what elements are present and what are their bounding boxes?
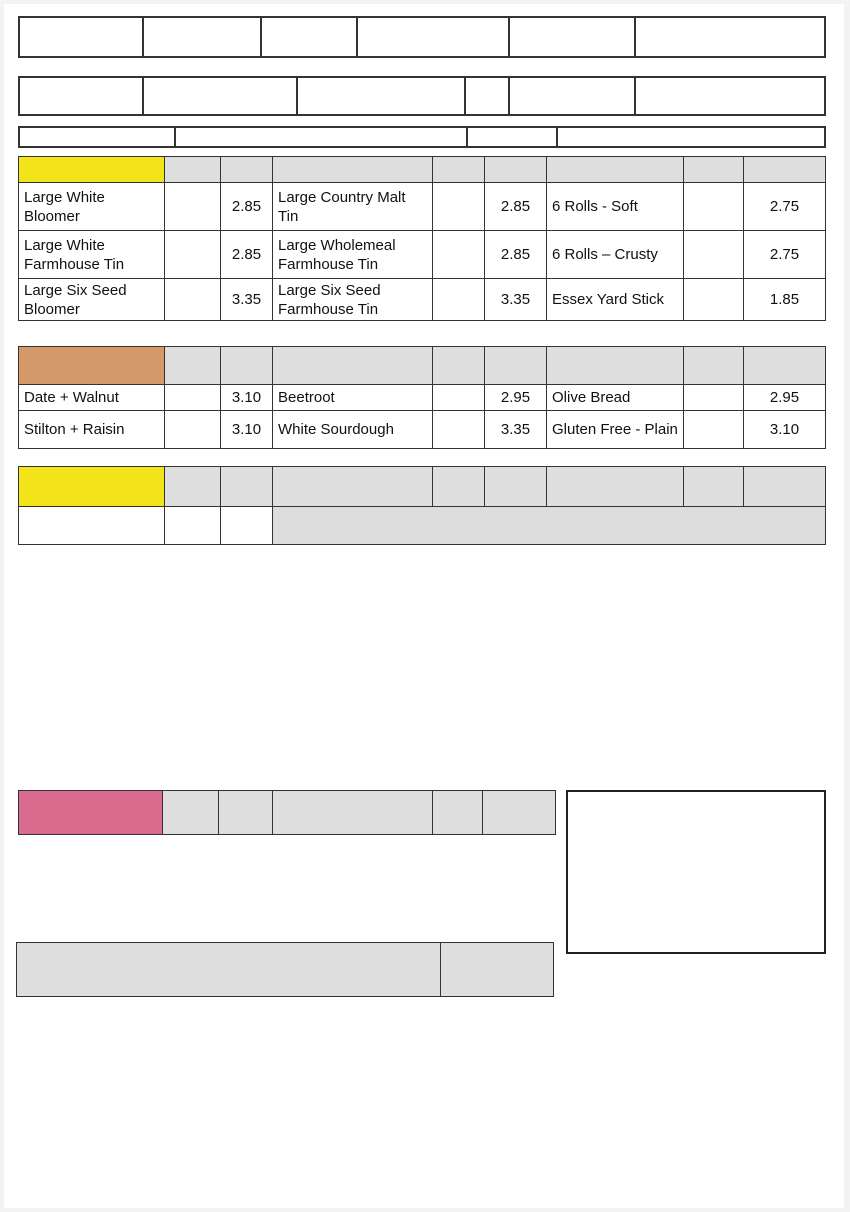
price-header (221, 157, 273, 183)
qty-field[interactable] (433, 279, 485, 321)
blank-header (273, 467, 433, 507)
qty-field[interactable] (165, 385, 221, 411)
product-name: Large White Bloomer (19, 183, 165, 231)
product-price: 2.75 (744, 183, 826, 231)
christmas-collect-date-field[interactable] (441, 943, 554, 997)
qty-header (433, 157, 485, 183)
product-price: 2.85 (485, 183, 547, 231)
blank-header (273, 791, 433, 835)
table-row (19, 231, 826, 279)
product-price: 2.85 (485, 231, 547, 279)
speciality-bread-title (19, 347, 165, 385)
product-name: Olive Bread (547, 385, 684, 411)
product-price: 3.10 (221, 385, 273, 411)
qty-field[interactable] (165, 411, 221, 449)
surname-field[interactable] (357, 17, 509, 57)
surname-label (261, 17, 357, 57)
traditional-bread-title (19, 157, 165, 183)
qty-field[interactable] (165, 279, 221, 321)
product-name: Large Six Seed Bloomer (19, 279, 165, 321)
table-row (19, 183, 826, 231)
first-name-label (19, 17, 143, 57)
qty-field[interactable] (684, 231, 744, 279)
customer-name-row (18, 16, 826, 58)
qty-field[interactable] (684, 411, 744, 449)
price-header (485, 157, 547, 183)
qty-header (165, 467, 221, 507)
table-row (19, 279, 826, 321)
product-price: 3.35 (485, 279, 547, 321)
qty-header (433, 467, 485, 507)
price-header (744, 347, 826, 385)
email-field[interactable] (143, 77, 297, 115)
price-header (221, 347, 273, 385)
qty-field[interactable] (684, 183, 744, 231)
collection-row (18, 126, 826, 148)
product-price: 1.85 (744, 279, 826, 321)
newsletter-field[interactable] (465, 77, 509, 115)
product-name: Gluten Free - Plain (547, 411, 684, 449)
newsletter-label (297, 77, 465, 115)
traditional-bread-table (18, 156, 826, 321)
sweet-treats-title (19, 467, 165, 507)
time-slot-label (467, 127, 557, 147)
phone-field[interactable] (635, 77, 825, 115)
table-row (19, 411, 826, 449)
product-name: Date + Walnut (19, 385, 165, 411)
product-name: Large Wholemeal Farmhouse Tin (273, 231, 433, 279)
product-name: Large Country Malt Tin (273, 183, 433, 231)
qty-field[interactable] (433, 231, 485, 279)
contact-row (18, 76, 826, 116)
product-price: 3.10 (221, 411, 273, 449)
product-price: 2.95 (485, 385, 547, 411)
qty-header (433, 347, 485, 385)
speciality-bread-table (18, 346, 826, 449)
qty-field[interactable] (433, 385, 485, 411)
product-price: 3.35 (485, 411, 547, 449)
qty-field[interactable] (433, 411, 485, 449)
blank-header (547, 347, 684, 385)
receipt-id-field[interactable] (635, 17, 825, 57)
notes-box[interactable] (566, 790, 826, 954)
price-header (485, 467, 547, 507)
price-header (219, 791, 273, 835)
qty-field[interactable] (684, 385, 744, 411)
table-row (19, 385, 826, 411)
product-price: 2.85 (221, 183, 273, 231)
receipt-id-label (509, 17, 635, 57)
logo-line1 (601, 970, 800, 991)
logo-line2 (601, 970, 800, 991)
product-name: Beetroot (273, 385, 433, 411)
price-header (744, 467, 826, 507)
qty-header (165, 157, 221, 183)
product-price: 2.95 (744, 385, 826, 411)
product-name: White Sourdough (273, 411, 433, 449)
qty-header (165, 347, 221, 385)
bespoke-cakes-note (273, 507, 826, 545)
qty-header (684, 157, 744, 183)
savouries-title (19, 791, 163, 835)
price-header (483, 791, 556, 835)
blank-header (547, 157, 684, 183)
blank-header (273, 347, 433, 385)
product-name: 6 Rolls – Crusty (547, 231, 684, 279)
blank-header (273, 157, 433, 183)
product-price (221, 507, 273, 545)
product-price: 3.10 (744, 411, 826, 449)
email-label (19, 77, 143, 115)
phone-label (509, 77, 635, 115)
product-name: Large White Farmhouse Tin (19, 231, 165, 279)
product-price: 2.75 (744, 231, 826, 279)
qty-field[interactable] (433, 183, 485, 231)
product-name: 6 Rolls - Soft (547, 183, 684, 231)
time-slot-field[interactable] (557, 127, 825, 147)
qty-header (684, 467, 744, 507)
product-name: Stilton + Raisin (19, 411, 165, 449)
price-header (485, 347, 547, 385)
collection-day-field[interactable] (175, 127, 467, 147)
qty-field[interactable] (684, 279, 744, 321)
blank-header (547, 467, 684, 507)
price-header (221, 467, 273, 507)
price-header (744, 157, 826, 183)
qty-header (433, 791, 483, 835)
qty-field[interactable] (165, 183, 221, 231)
order-form (4, 4, 844, 1208)
qty-field[interactable] (165, 231, 221, 279)
product-price: 3.35 (221, 279, 273, 321)
sweet-treats-table (18, 466, 826, 545)
mayfield-farm-bakery-logo (601, 970, 800, 991)
product-price: 2.85 (221, 231, 273, 279)
christmas-cakes-table (16, 942, 554, 997)
product-name: Essex Yard Stick (547, 279, 684, 321)
savouries-table (18, 790, 556, 835)
christmas-cakes-title (17, 943, 441, 997)
qty-header (684, 347, 744, 385)
product-name (19, 507, 165, 545)
first-name-field[interactable] (143, 17, 261, 57)
product-name: Large Six Seed Farmhouse Tin (273, 279, 433, 321)
collection-day-label (19, 127, 175, 147)
qty-field[interactable] (165, 507, 221, 545)
table-row (19, 507, 826, 545)
qty-header (163, 791, 219, 835)
